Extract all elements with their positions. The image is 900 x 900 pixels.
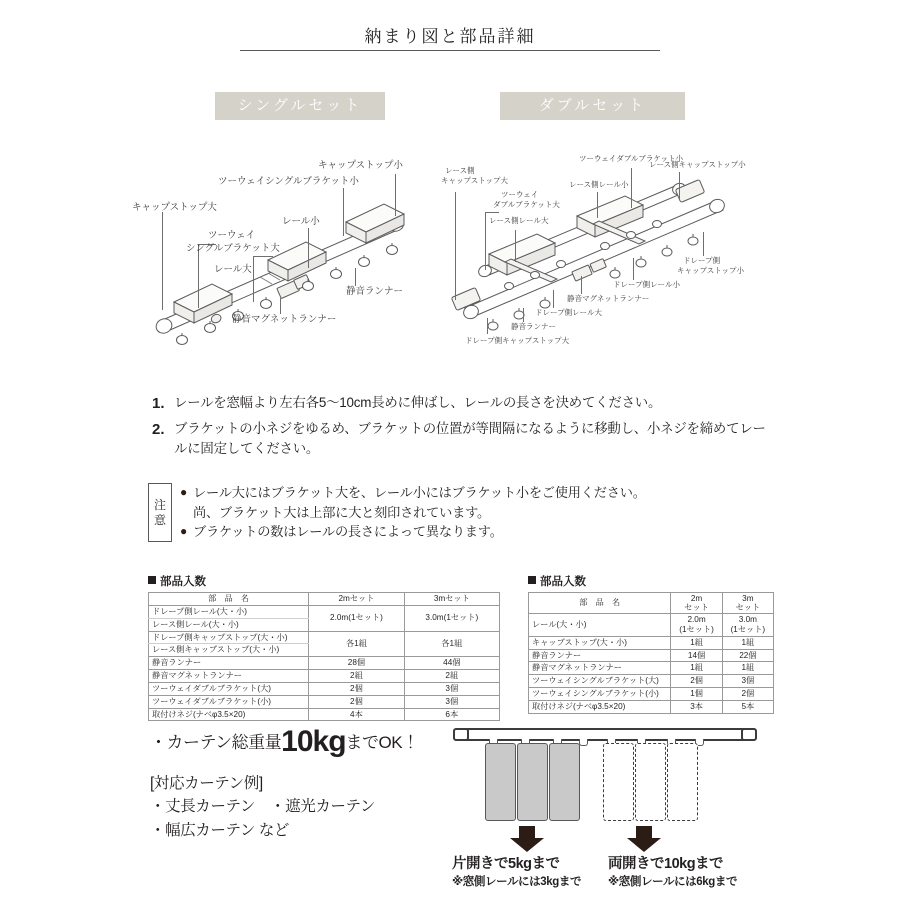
table-row	[149, 631, 500, 644]
cell-part-name: ツーウェイシングルブラケット(大)	[529, 675, 671, 688]
cell-qty-3m: 3個	[722, 675, 773, 688]
bullet-icon: ●	[180, 485, 188, 499]
compatible-curtain-line2: ・幅広カーテン など	[150, 821, 290, 839]
cell-part-name: ツーウェイシングルブラケット(小)	[529, 688, 671, 701]
table-row	[529, 700, 774, 713]
parts-table-double-heading-text: 部品入数	[160, 576, 206, 588]
leader-line	[395, 174, 396, 216]
parts-table-double-heading	[148, 573, 500, 589]
leader-line	[633, 258, 634, 280]
label-cap-stop-small: キャップストップ小	[318, 160, 403, 171]
label-lace-cap-small: レース側キャップストップ小	[649, 160, 746, 169]
table-row	[149, 657, 500, 670]
col-part-name: 部 品 名	[529, 593, 671, 614]
label-double-bracket-large-line1: ツーウェイ	[501, 190, 539, 199]
weight-headline	[150, 725, 490, 758]
leader-line	[253, 256, 273, 257]
leader-line	[455, 192, 456, 300]
instruction-number: 1.	[152, 395, 165, 412]
instruction-list	[152, 393, 772, 463]
parts-table-single-heading	[528, 573, 774, 589]
caption-right-main: 両開きで10kgまで	[608, 856, 724, 872]
curtain-rail-bar	[455, 728, 755, 741]
weight-info-block	[150, 725, 490, 842]
leader-line	[631, 168, 632, 208]
title-divider	[240, 50, 660, 51]
leader-line	[162, 212, 163, 310]
badge-double-set: ダブルセット	[500, 92, 685, 120]
table-row	[529, 688, 774, 701]
cell-part-name: レース側キャップストップ(大・小)	[149, 644, 309, 657]
label-drape-cap-large: ドレープ側キャップストップ大	[465, 336, 570, 345]
arrow-head	[627, 838, 661, 852]
parts-table-single-heading-text: 部品入数	[540, 576, 586, 588]
label-lace-cap-large-line1: レース側	[445, 166, 475, 175]
cell-qty-3m: 6本	[404, 708, 499, 721]
cell-qty-3m-line1: 3.0m	[738, 615, 757, 625]
cell-qty-2m: 1組	[671, 662, 722, 675]
leader-line	[581, 276, 582, 294]
label-runner: 静音ランナー	[511, 322, 556, 331]
cell-part-name: 静音ランナー	[529, 649, 671, 662]
curtain-rail-end-right	[741, 728, 757, 741]
cell-qty-2m: 2個	[671, 675, 722, 688]
table-row	[149, 695, 500, 708]
bullet-icon: ●	[180, 524, 188, 538]
col-2m-set	[671, 593, 722, 614]
cell-qty-3m: 5本	[722, 700, 773, 713]
leader-line	[487, 318, 488, 334]
down-arrow-left-icon	[510, 826, 544, 852]
cell-qty-3m: 1組	[722, 662, 773, 675]
label-double-bracket-large-line2: ダブルブラケット大	[493, 200, 560, 209]
cell-qty-2m: 3本	[671, 700, 722, 713]
cell-qty-2m	[671, 614, 722, 637]
label-lace-cap-large-line2: キャップストップ大	[441, 176, 508, 185]
caution-body	[172, 483, 772, 542]
parts-table-single-block	[528, 573, 774, 714]
curtain-panel-dashed	[603, 743, 634, 821]
instruction-number: 2.	[152, 421, 165, 439]
curtain-caption-left	[452, 855, 581, 890]
cell-part-name: 取付けネジ(ナベφ3.5×20)	[529, 700, 671, 713]
cell-part-name: ツーウェイダブルブラケット(大)	[149, 682, 309, 695]
cell-qty-2m: 2組	[309, 670, 404, 683]
curtain-panel-solid	[517, 743, 548, 821]
label-bracket-large-line1: ツーウェイ	[208, 230, 256, 241]
cell-part-name: ドレープ側レール(大・小)	[149, 605, 309, 618]
cell-qty-2m-line2: (1セット)	[679, 624, 714, 634]
col-2m-set: 2mセット	[309, 593, 404, 606]
cell-qty-3m	[722, 614, 773, 637]
caution-label	[148, 483, 172, 542]
weight-headline-post: までOK！	[345, 733, 419, 752]
curtain-load-figure	[455, 728, 755, 848]
caption-left-main: 片開きで5kgまで	[452, 856, 560, 872]
label-lace-rail-large: レース側レール大	[489, 216, 549, 225]
table-header-row	[529, 593, 774, 614]
label-magnet-runner: 静音マグネットランナー	[567, 294, 650, 303]
col-3m-line1: 3m	[742, 594, 754, 603]
caption-right-sub: ※窓側レールには6kgまで	[608, 876, 738, 889]
leader-line	[253, 256, 254, 302]
cell-qty-3m: 2組	[404, 670, 499, 683]
badge-single-set: シングルセット	[215, 92, 385, 120]
col-3m-line2: セット	[735, 603, 761, 613]
table-row	[529, 649, 774, 662]
label-rail-large: レール大	[214, 264, 252, 275]
double-set-diagram	[441, 150, 895, 360]
table-row	[529, 662, 774, 675]
table-row	[529, 675, 774, 688]
col-part-name: 部 品 名	[149, 593, 309, 606]
col-3m-set: 3mセット	[404, 593, 499, 606]
table-row	[149, 670, 500, 683]
leader-line	[679, 172, 680, 200]
caption-left-sub: ※窓側レールには3kgまで	[452, 876, 582, 889]
cell-part-name: 静音ランナー	[149, 657, 309, 670]
cell-qty-3m: 3個	[404, 682, 499, 695]
curtain-rail-end-left	[453, 728, 469, 741]
leader-line	[355, 268, 356, 286]
curtain-panel-dashed	[635, 743, 666, 821]
cell-qty-2m: 2個	[309, 682, 404, 695]
label-bracket-small: ツーウェイシングルブラケット小	[218, 176, 359, 187]
cell-qty-2m: 28個	[309, 657, 404, 670]
arrow-head	[510, 838, 544, 852]
square-bullet-icon	[528, 576, 536, 584]
caution-box	[148, 483, 772, 542]
label-drape-cap-small-line2: キャップストップ小	[677, 266, 744, 275]
caution-bullet-1-text: レール大にはブラケット大を、レール小にはブラケット小をご使用ください。	[193, 485, 646, 500]
curtain-caption-right	[608, 855, 737, 890]
label-drape-rail-small: ドレープ側レール小	[613, 280, 680, 289]
caution-bullet-2-text: ブラケットの数はレールの長さによって異なります。	[193, 524, 503, 539]
leader-line	[308, 228, 309, 268]
weight-headline-pre: ・カーテン総重量	[150, 733, 282, 752]
table-row	[149, 682, 500, 695]
label-runner: 静音ランナー	[346, 286, 404, 297]
label-magnet-runner: 静音マグネットランナー	[232, 314, 337, 325]
square-bullet-icon	[148, 576, 156, 584]
label-drape-cap-small-line1: ドレープ側	[683, 256, 721, 265]
compatible-curtain-heading: [対応カーテン例]	[150, 775, 263, 792]
cell-qty-2m: 各1組	[309, 631, 404, 657]
instruction-text: レールを窓幅より左右各5〜10cm長めに伸ばし、レールの長さを決めてください。	[174, 395, 662, 410]
caution-char-2: 意	[153, 512, 166, 527]
col-2m-line1: 2m	[690, 594, 703, 603]
caution-bullet-2	[180, 522, 772, 541]
table-header-row	[149, 593, 500, 606]
cell-part-name: ツーウェイダブルブラケット(小)	[149, 695, 309, 708]
col-2m-line2: セット	[684, 603, 709, 613]
curtain-panel-solid	[549, 743, 580, 821]
cell-part-name: レール(大・小)	[529, 614, 671, 637]
table-row	[149, 708, 500, 721]
cell-qty-3m: 1組	[722, 636, 773, 649]
table-row	[149, 605, 500, 618]
leader-line	[703, 232, 704, 256]
cell-qty-3m: 44個	[404, 657, 499, 670]
label-lace-rail-small: レース側レール小	[569, 180, 629, 189]
leader-line	[515, 230, 516, 262]
down-arrow-right-icon	[627, 826, 661, 852]
leader-line	[280, 298, 281, 314]
single-set-diagram	[132, 150, 440, 350]
parts-table-single	[528, 592, 774, 714]
label-cap-stop-large: キャップストップ大	[132, 202, 217, 213]
cell-part-name: 取付けネジ(ナベφ3.5×20)	[149, 708, 309, 721]
cell-part-name: ドレープ側キャップストップ(大・小)	[149, 631, 309, 644]
cell-qty-3m: 2個	[722, 688, 773, 701]
instruction-item	[152, 393, 772, 414]
cell-qty-3m-line2: (1セット)	[730, 624, 766, 634]
parts-table-double	[148, 592, 500, 721]
cell-part-name: キャップストップ(大・小)	[529, 636, 671, 649]
cell-qty-2m: 1組	[671, 636, 722, 649]
caution-char-1: 注	[153, 497, 166, 512]
caution-bullet-1	[180, 483, 772, 502]
curtain-hook	[579, 739, 588, 746]
label-drape-rail-large: ドレープ側レール大	[535, 308, 602, 317]
cell-qty-3m: 3.0m(1セット)	[404, 605, 499, 631]
instruction-text: ブラケットの小ネジをゆるめ、ブラケットの位置が等間隔になるように移動し、小ネジを締めてレールに固定してください。	[174, 421, 766, 456]
cell-qty-2m: 2.0m(1セット)	[309, 605, 404, 631]
cell-qty-2m: 1個	[671, 688, 722, 701]
page-title: 納まり図と部品詳細	[364, 27, 536, 46]
table-row	[529, 636, 774, 649]
cell-part-name: 静音マグネットランナー	[529, 662, 671, 675]
cell-part-name: レース側レール(大・小)	[149, 618, 309, 631]
cell-qty-2m: 14個	[671, 649, 722, 662]
leader-line	[343, 188, 344, 236]
instruction-item	[152, 419, 772, 458]
col-3m-set	[722, 593, 773, 614]
cell-qty-3m: 各1組	[404, 631, 499, 657]
cell-qty-3m: 22個	[722, 649, 773, 662]
label-double-bracket-small: ツーウェイダブルブラケット小	[579, 154, 684, 163]
leader-line	[523, 308, 524, 322]
compatible-curtain-line1: ・丈長カーテン ・遮光カーテン	[150, 798, 375, 816]
cell-qty-2m: 4本	[309, 708, 404, 721]
label-bracket-large-line2: シングルブラケット大	[186, 243, 280, 254]
curtain-panel-solid	[485, 743, 516, 821]
leader-line	[485, 212, 486, 270]
cell-qty-2m: 2個	[309, 695, 404, 708]
table-row	[529, 614, 774, 637]
cell-part-name: 静音マグネットランナー	[149, 670, 309, 683]
curtain-panel-dashed	[667, 743, 698, 821]
leader-line	[553, 290, 554, 308]
caution-bullet-1-sub: 尚、ブラケット大は上部に大と刻印されています。	[193, 505, 490, 520]
leader-line	[485, 212, 499, 213]
cell-qty-3m: 3個	[404, 695, 499, 708]
weight-value: 10kg	[281, 725, 346, 758]
parts-table-double-block	[148, 573, 500, 721]
cell-qty-2m-line1: 2.0m	[687, 615, 706, 625]
page-title-wrap	[0, 22, 900, 47]
leader-line	[597, 192, 598, 218]
label-rail-small: レール小	[282, 216, 320, 227]
